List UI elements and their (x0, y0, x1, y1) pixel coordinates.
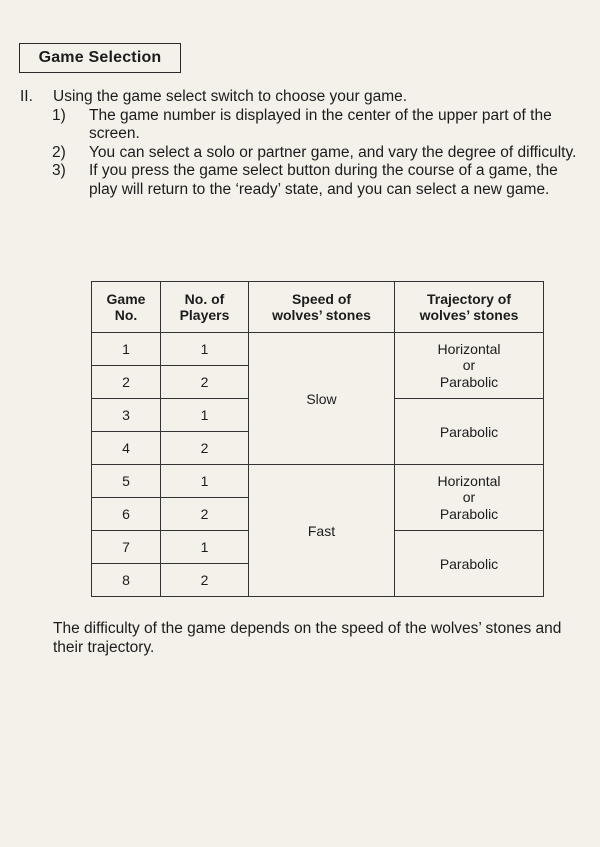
cell-players: 2 (161, 498, 249, 531)
item-number: 1) (52, 106, 66, 124)
cell-speed-fast: Fast (249, 465, 395, 597)
list-item (52, 107, 580, 144)
header-players: No. of Players (161, 282, 249, 333)
cell-game: 8 (92, 564, 161, 597)
list-item (52, 144, 580, 163)
intro-text: Using the game select switch to choose your game. (53, 88, 408, 105)
table-row (92, 465, 544, 498)
cell-players: 2 (161, 366, 249, 399)
section-heading: Game Selection (19, 43, 181, 73)
footer-note: The difficulty of the game depends on the speed of the wolves’ stones and their trajectory. (53, 620, 562, 656)
item-number: 3) (52, 162, 66, 179)
item-text: You can select a solo or partner game, and vary the degree of difficulty. (89, 143, 577, 161)
item-text: The game number is displayed in the center of the upper part of the screen. (89, 106, 552, 142)
cell-game: 4 (92, 432, 161, 465)
item-text: If you press the game select button during the course of a game, the play will return to the ‘ready’ state, and you can select a new game. (89, 162, 558, 198)
cell-game: 2 (92, 366, 161, 399)
cell-speed-slow: Slow (249, 333, 395, 465)
header-game-no: Game No. (92, 282, 161, 333)
game-table (91, 281, 544, 597)
traj-or: or (462, 489, 476, 506)
table-row (92, 333, 544, 366)
cell-players: 1 (161, 465, 249, 498)
instructions (20, 88, 580, 199)
header-speed: Speed of wolves’ stones (249, 282, 395, 333)
header-trajectory: Trajectory of wolves’ stones (395, 282, 544, 333)
traj-or: or (462, 357, 476, 374)
cell-game: 6 (92, 498, 161, 531)
cell-players: 1 (161, 399, 249, 432)
list-item (52, 162, 580, 199)
cell-trajectory: Parabolic (395, 531, 544, 597)
cell-game: 5 (92, 465, 161, 498)
traj-horizontal: Horizontal (437, 472, 501, 489)
cell-players: 1 (161, 333, 249, 366)
cell-game: 1 (92, 333, 161, 366)
cell-trajectory (395, 333, 544, 399)
traj-parabolic: Parabolic (439, 373, 499, 390)
item-number: 2) (52, 143, 66, 161)
cell-players: 1 (161, 531, 249, 564)
section-numeral: II. (20, 88, 33, 105)
cell-players: 2 (161, 564, 249, 597)
cell-trajectory: Parabolic (395, 399, 544, 465)
table-header-row (92, 282, 544, 333)
cell-game: 3 (92, 399, 161, 432)
cell-trajectory (395, 465, 544, 531)
traj-horizontal: Horizontal (437, 340, 501, 357)
cell-game: 7 (92, 531, 161, 564)
cell-players: 2 (161, 432, 249, 465)
traj-parabolic: Parabolic (439, 505, 499, 522)
